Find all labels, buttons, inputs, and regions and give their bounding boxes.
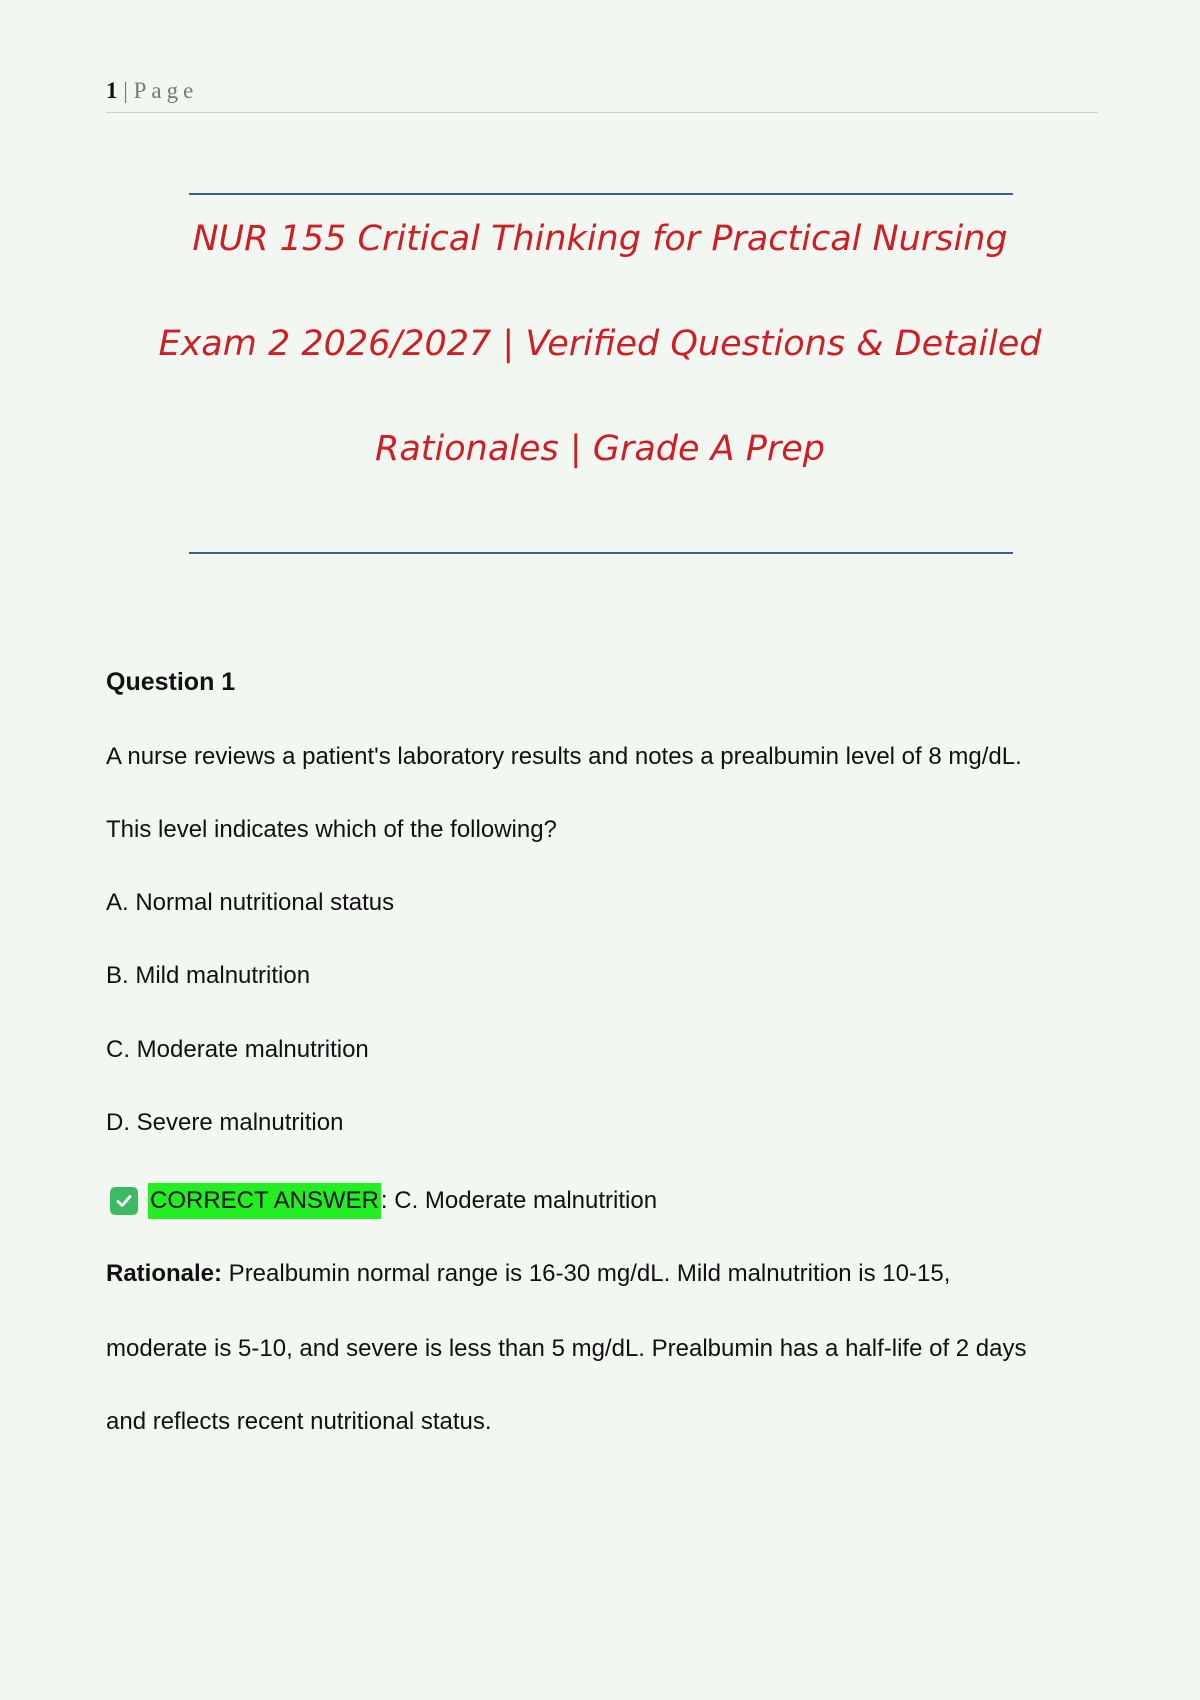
rationale-line-2: moderate is 5-10, and severe is less than 5 mg/dL. Prealbumin has a half-life of 2 days [106, 1335, 1027, 1362]
document-title-line-2: Exam 2 2026/2027 | Verified Questions & Detailed [158, 324, 1042, 364]
option-c: C. Moderate malnutrition [106, 1036, 369, 1063]
check-box-icon [110, 1187, 138, 1215]
rationale-text-1: Prealbumin normal range is 16-30 mg/dL. Mild malnutrition is 10-15, [222, 1260, 951, 1287]
document-title-line-1: NUR 155 Critical Thinking for Practical Nursing [192, 219, 1008, 259]
question-heading: Question 1 [106, 668, 236, 696]
correct-answer-label: CORRECT ANSWER [148, 1183, 381, 1219]
rationale-label: Rationale: [106, 1260, 223, 1287]
page-header [106, 78, 1098, 113]
rationale-line-1 [106, 1260, 950, 1288]
page-separator: | [117, 78, 134, 103]
document-title-line-3: Rationales | Grade A Prep [375, 429, 825, 469]
option-d: D. Severe malnutrition [106, 1109, 344, 1136]
option-b: B. Mild malnutrition [106, 962, 311, 989]
title-bottom-rule [189, 552, 1013, 554]
correct-answer-text: : C. Moderate malnutrition [380, 1187, 658, 1214]
page-label: Page [133, 78, 199, 103]
question-stem-line-2: This level indicates which of the following? [106, 816, 557, 843]
question-stem-line-1: A nurse reviews a patient's laboratory results and notes a prealbumin level of 8 mg/dL. [106, 743, 1022, 770]
option-a: A. Normal nutritional status [106, 889, 395, 916]
title-top-rule [189, 193, 1013, 195]
rationale-line-3: and reflects recent nutritional status. [106, 1408, 492, 1435]
page-number: 1 [106, 78, 118, 103]
correct-answer-row [110, 1184, 657, 1218]
